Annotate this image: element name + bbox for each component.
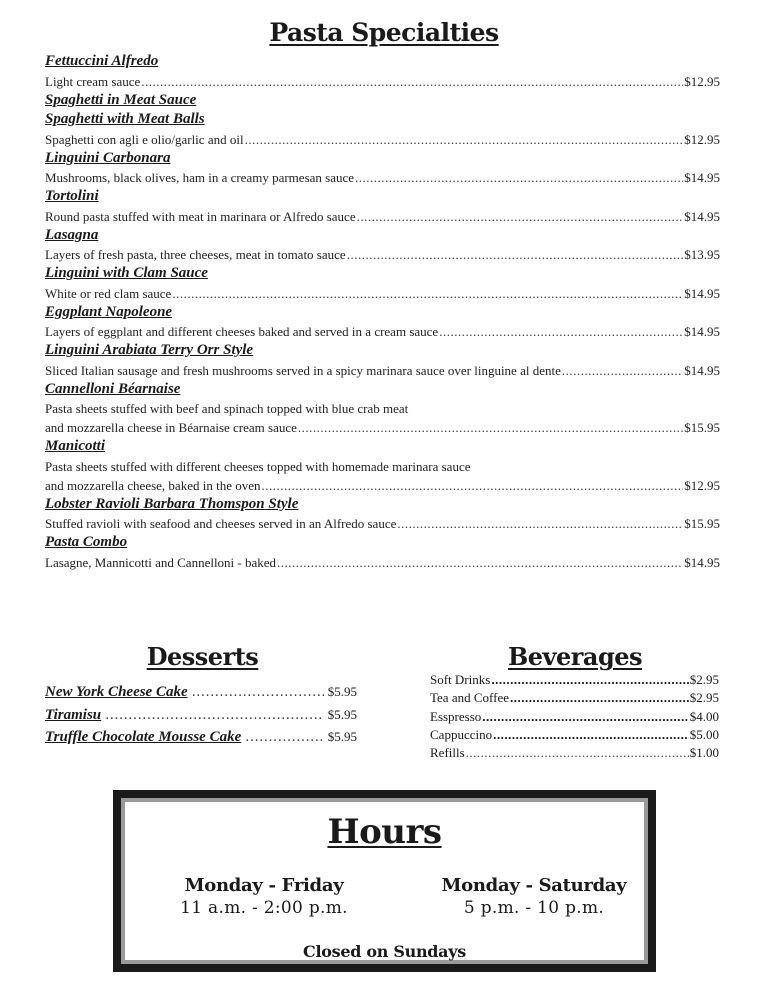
pasta-item-name: Linguini with Clam Sauce (45, 265, 208, 281)
pasta-item-description-row (45, 553, 720, 572)
dot-leader (298, 418, 683, 437)
dessert-item-price: $5.95 (327, 706, 357, 722)
beverage-item (430, 689, 719, 707)
pasta-item-description-row (45, 418, 720, 437)
pasta-item (45, 380, 720, 438)
hours-dinner (419, 875, 649, 919)
dessert-item-name: New York Cheese Cake (45, 684, 188, 700)
pasta-item-description: Light cream sauce (45, 73, 141, 89)
beverage-item-price: $4.00 (689, 708, 719, 724)
beverage-item-name: Refills (430, 745, 465, 761)
dessert-item-name: Tiramisu (45, 706, 102, 723)
pasta-item-description-row (45, 130, 720, 149)
dot-leader (491, 671, 688, 689)
dessert-item-price: $5.95 (327, 684, 357, 699)
pasta-item-description: Spaghetti con agli e olio/garlic and oil (45, 131, 244, 147)
beverage-item-name: Cappuccino (430, 726, 493, 742)
pasta-item-description: Layers of fresh pasta, three cheeses, meat in tomato sauce (45, 247, 346, 262)
pasta-item-description-row (45, 361, 720, 380)
pasta-item (45, 52, 720, 91)
hours-days-label: Monday - Friday (184, 875, 344, 896)
dot-leader (245, 130, 684, 149)
pasta-item-description-row (45, 168, 720, 187)
pasta-item-name: Fettuccini Alfredo (45, 53, 159, 69)
pasta-item-name: Cannelloni Béarnaise (45, 380, 181, 397)
pasta-item-description: Round pasta stuffed with meat in marinara or Alfredo sauce (45, 208, 356, 224)
hours-box-inner (121, 798, 648, 964)
hours-title: Hours (327, 812, 442, 852)
dot-leader (439, 322, 683, 341)
beverages-section-title: Beverages (507, 642, 643, 671)
dessert-item (45, 726, 357, 749)
dot-leader (355, 168, 683, 187)
dot-leader (482, 708, 688, 726)
pasta-item-price: $14.95 (684, 285, 720, 301)
pasta-item-price: $14.95 (684, 208, 720, 224)
pasta-item-price: $14.95 (684, 170, 720, 185)
dot-leader (172, 284, 683, 303)
pasta-item-description: Sliced Italian sausage and fresh mushrooms served in a spicy marinara sauce over linguine al dente (45, 362, 561, 378)
pasta-item-name: Spaghetti with Meat Balls (45, 111, 205, 127)
pasta-item-name: Eggplant Napoleone (45, 303, 173, 320)
pasta-item-description: Lasagne, Mannicotti and Cannelloni - baked (45, 554, 277, 570)
beverage-item-price: $1.00 (689, 745, 719, 761)
pasta-item-description: Pasta sheets stuffed with different cheeses topped with homemade marinara sauce (45, 458, 471, 474)
pasta-item-name: Spaghetti in Meat Sauce (45, 91, 197, 108)
dot-leader (357, 207, 684, 226)
beverage-item-price: $5.00 (689, 726, 719, 742)
beverage-item (430, 708, 719, 726)
beverage-item (430, 726, 719, 744)
desserts-section-title: Desserts (146, 642, 259, 671)
pasta-item (45, 495, 720, 534)
pasta-menu-list (45, 52, 720, 572)
pasta-item (45, 264, 720, 303)
dot-leader (493, 726, 689, 744)
dessert-item-name: Truffle Chocolate Mousse Cake (45, 729, 242, 745)
dessert-item (45, 704, 357, 727)
beverage-item (430, 744, 719, 762)
beverages-menu-list (430, 671, 719, 762)
pasta-item-price: $14.95 (684, 362, 720, 378)
pasta-item (45, 149, 720, 188)
pasta-item-price: $14.95 (684, 324, 720, 339)
hours-closed-notice: Closed on Sundays (303, 942, 466, 961)
pasta-item-price: $14.95 (684, 554, 720, 570)
dot-leader (510, 689, 689, 707)
pasta-item (45, 303, 720, 342)
pasta-item-price: $12.95 (684, 73, 720, 89)
dot-leader (192, 682, 324, 704)
dot-leader (277, 553, 683, 572)
pasta-item (45, 533, 720, 572)
dessert-item-price: $5.95 (327, 729, 357, 744)
pasta-item-description: White or red clam sauce (45, 285, 172, 301)
pasta-item-description: and mozzarella cheese in Béarnaise cream sauce (45, 420, 297, 435)
pasta-item-description: Mushrooms, black olives, ham in a creamy parmesan sauce (45, 170, 355, 185)
pasta-item (45, 110, 720, 149)
dot-leader (466, 744, 689, 762)
desserts-menu-list (45, 681, 357, 749)
pasta-item-description: Pasta sheets stuffed with beef and spinach topped with blue crab meat (45, 401, 409, 416)
pasta-item-description-row (45, 476, 720, 495)
pasta-item-description: and mozzarella cheese, baked in the oven (45, 477, 261, 493)
pasta-item-description-row (45, 322, 720, 341)
hours-days-label: Monday - Saturday (441, 875, 627, 896)
dot-leader (105, 705, 324, 727)
hours-box (113, 790, 656, 972)
pasta-item-description-row (45, 284, 720, 303)
pasta-item-price: $12.95 (684, 477, 720, 493)
pasta-item-name: Tortolini (45, 188, 99, 204)
beverage-item-name: Soft Drinks (430, 672, 491, 687)
hours-time-label: 11 a.m. - 2:00 p.m. (180, 898, 348, 918)
hours-weekday-lunch (149, 875, 379, 919)
dot-leader (261, 476, 683, 495)
pasta-item (45, 437, 720, 495)
pasta-item-name: Linguini Arabiata Terry Orr Style (45, 342, 254, 358)
pasta-item-description: Layers of eggplant and different cheeses baked and served in a cream sauce (45, 324, 439, 339)
pasta-section-title: Pasta Specialties (269, 18, 499, 47)
dot-leader (562, 361, 683, 380)
hours-time-label: 5 p.m. - 10 p.m. (463, 898, 605, 918)
beverage-item-name: Esspresso (430, 708, 482, 724)
dot-leader (397, 514, 683, 533)
pasta-item-price: $15.95 (684, 420, 720, 435)
pasta-item-name: Pasta Combo (45, 534, 128, 550)
beverage-item (430, 671, 719, 689)
dot-leader (141, 72, 683, 91)
pasta-item-name: Lobster Ravioli Barbara Thomspon Style (45, 495, 299, 512)
pasta-item-name: Manicotti (45, 438, 106, 454)
pasta-item-name: Linguini Carbonara (45, 149, 171, 166)
pasta-item-description-row (45, 72, 720, 91)
pasta-item (45, 91, 720, 111)
pasta-item (45, 341, 720, 380)
beverage-item-price: $2.95 (689, 690, 719, 706)
dot-leader (347, 245, 684, 264)
dot-leader (245, 727, 323, 749)
pasta-item-description-row (45, 514, 720, 533)
pasta-item-name: Lasagna (45, 226, 99, 243)
dessert-item (45, 681, 357, 704)
pasta-item-price: $15.95 (684, 516, 720, 531)
beverage-item-name: Tea and Coffee (430, 690, 509, 706)
pasta-item (45, 187, 720, 226)
pasta-item (45, 226, 720, 265)
pasta-item-description: Stuffed ravioli with seafood and cheeses served in an Alfredo sauce (45, 516, 397, 531)
pasta-item-price: $13.95 (684, 247, 720, 262)
pasta-item-description-row (45, 207, 720, 226)
beverage-item-price: $2.95 (689, 672, 719, 687)
pasta-item-price: $12.95 (684, 131, 720, 147)
pasta-item-description-row (45, 245, 720, 264)
